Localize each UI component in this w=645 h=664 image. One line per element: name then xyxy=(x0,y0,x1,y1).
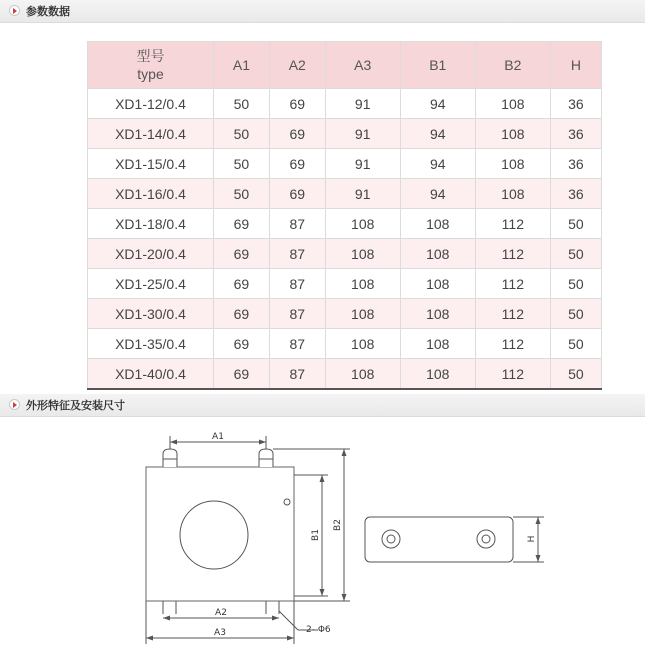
cell-h: 50 xyxy=(550,239,601,269)
cell-a2: 87 xyxy=(269,209,325,239)
cell-a3: 91 xyxy=(325,89,400,119)
cell-a1: 69 xyxy=(214,239,270,269)
table-header-row xyxy=(88,42,602,89)
terminal-right xyxy=(259,449,273,467)
cell-b2: 108 xyxy=(475,89,550,119)
cell-b2: 112 xyxy=(475,359,550,390)
cell-h: 50 xyxy=(550,209,601,239)
table-row xyxy=(88,149,602,179)
label-a3: A3 xyxy=(214,628,226,638)
b2-arrow-bottom xyxy=(342,594,347,601)
table-row xyxy=(88,89,602,119)
cell-a1: 50 xyxy=(214,119,270,149)
header-a2: A2 xyxy=(269,42,325,89)
label-a2: A2 xyxy=(215,608,227,618)
cell-model: XD1-16/0.4 xyxy=(88,179,214,209)
cell-a2: 69 xyxy=(269,119,325,149)
cell-model: XD1-18/0.4 xyxy=(88,209,214,239)
cell-h: 50 xyxy=(550,359,601,390)
table-row xyxy=(88,119,602,149)
cell-a1: 50 xyxy=(214,179,270,209)
a1-arrow-right xyxy=(259,440,266,445)
header-a1: A1 xyxy=(214,42,270,89)
table-row xyxy=(88,299,602,329)
a1-arrow-left xyxy=(170,440,177,445)
cell-b1: 94 xyxy=(400,179,475,209)
cell-a3: 91 xyxy=(325,119,400,149)
table-row xyxy=(88,329,602,359)
section-header-params xyxy=(0,0,645,23)
cell-model: XD1-30/0.4 xyxy=(88,299,214,329)
cell-a2: 69 xyxy=(269,149,325,179)
b2-arrow-top xyxy=(342,449,347,456)
cell-h: 50 xyxy=(550,299,601,329)
table-row xyxy=(88,209,602,239)
cell-a3: 108 xyxy=(325,239,400,269)
cell-h: 50 xyxy=(550,329,601,359)
cell-a2: 69 xyxy=(269,89,325,119)
arrow-bullet-icon xyxy=(9,399,20,410)
cell-a3: 108 xyxy=(325,299,400,329)
h-arrow-bottom xyxy=(536,555,541,562)
cell-b2: 108 xyxy=(475,149,550,179)
cell-a3: 91 xyxy=(325,149,400,179)
a2-arrow-right xyxy=(272,616,279,621)
cell-a1: 69 xyxy=(214,209,270,239)
header-b1: B1 xyxy=(400,42,475,89)
hole-leader xyxy=(279,611,298,630)
table-row xyxy=(88,179,602,209)
cell-model: XD1-25/0.4 xyxy=(88,269,214,299)
label-a1: A1 xyxy=(212,432,224,442)
cell-a1: 50 xyxy=(214,89,270,119)
cell-b1: 108 xyxy=(400,269,475,299)
label-hole: 2- Φ6 xyxy=(306,625,331,635)
cell-b1: 94 xyxy=(400,89,475,119)
cell-a2: 87 xyxy=(269,359,325,390)
cell-b2: 108 xyxy=(475,179,550,209)
cell-b1: 108 xyxy=(400,299,475,329)
cell-b2: 112 xyxy=(475,269,550,299)
cell-model: XD1-12/0.4 xyxy=(88,89,214,119)
cell-a2: 87 xyxy=(269,299,325,329)
a3-arrow-right xyxy=(287,636,294,641)
header-type-en: type xyxy=(137,66,164,82)
cell-a1: 69 xyxy=(214,329,270,359)
transformer-body xyxy=(146,467,294,601)
cell-a1: 50 xyxy=(214,149,270,179)
cell-b1: 108 xyxy=(400,209,475,239)
cell-h: 36 xyxy=(550,119,601,149)
cell-model: XD1-14/0.4 xyxy=(88,119,214,149)
cell-a1: 69 xyxy=(214,269,270,299)
header-type-cn: 型号 xyxy=(136,48,165,64)
cell-a3: 108 xyxy=(325,329,400,359)
a3-arrow-left xyxy=(146,636,153,641)
cell-model: XD1-40/0.4 xyxy=(88,359,214,390)
terminal-left xyxy=(163,449,177,467)
cell-b2: 112 xyxy=(475,209,550,239)
cell-a2: 87 xyxy=(269,239,325,269)
cell-b2: 112 xyxy=(475,329,550,359)
header-h: H xyxy=(550,42,601,89)
table-row xyxy=(88,359,602,390)
parameter-table xyxy=(87,41,602,390)
cell-a2: 69 xyxy=(269,179,325,209)
cell-a3: 91 xyxy=(325,179,400,209)
cell-b1: 94 xyxy=(400,119,475,149)
cell-model: XD1-35/0.4 xyxy=(88,329,214,359)
cell-b2: 112 xyxy=(475,299,550,329)
h-arrow-top xyxy=(536,517,541,524)
cell-h: 36 xyxy=(550,89,601,119)
cell-a2: 87 xyxy=(269,269,325,299)
table-row xyxy=(88,239,602,269)
table-row xyxy=(88,269,602,299)
cell-a3: 108 xyxy=(325,209,400,239)
header-b2: B2 xyxy=(475,42,550,89)
a2-arrow-left xyxy=(163,616,170,621)
cell-a3: 108 xyxy=(325,359,400,390)
cell-model: XD1-15/0.4 xyxy=(88,149,214,179)
cell-b1: 108 xyxy=(400,239,475,269)
header-a3: A3 xyxy=(325,42,400,89)
cell-b2: 108 xyxy=(475,119,550,149)
section-header-dimensions xyxy=(0,394,645,417)
b1-arrow-bottom xyxy=(320,589,325,596)
cell-a1: 69 xyxy=(214,299,270,329)
header-type xyxy=(88,42,214,89)
cell-h: 50 xyxy=(550,269,601,299)
cell-a1: 69 xyxy=(214,359,270,390)
cell-b1: 94 xyxy=(400,149,475,179)
cell-model: XD1-20/0.4 xyxy=(88,239,214,269)
cell-b1: 108 xyxy=(400,359,475,390)
b1-arrow-top xyxy=(320,475,325,482)
label-h: H xyxy=(527,535,537,543)
cell-a2: 87 xyxy=(269,329,325,359)
cell-h: 36 xyxy=(550,179,601,209)
cell-b2: 112 xyxy=(475,239,550,269)
dimension-drawing xyxy=(0,418,645,664)
cell-h: 36 xyxy=(550,149,601,179)
label-b1: B1 xyxy=(311,529,321,541)
section-title-params: 参数数据 xyxy=(26,5,70,18)
cell-b1: 108 xyxy=(400,329,475,359)
arrow-bullet-icon xyxy=(9,5,20,16)
cell-a3: 108 xyxy=(325,269,400,299)
section-title-dimensions: 外形特征及安装尺寸 xyxy=(26,399,125,412)
label-b2: B2 xyxy=(333,519,343,531)
